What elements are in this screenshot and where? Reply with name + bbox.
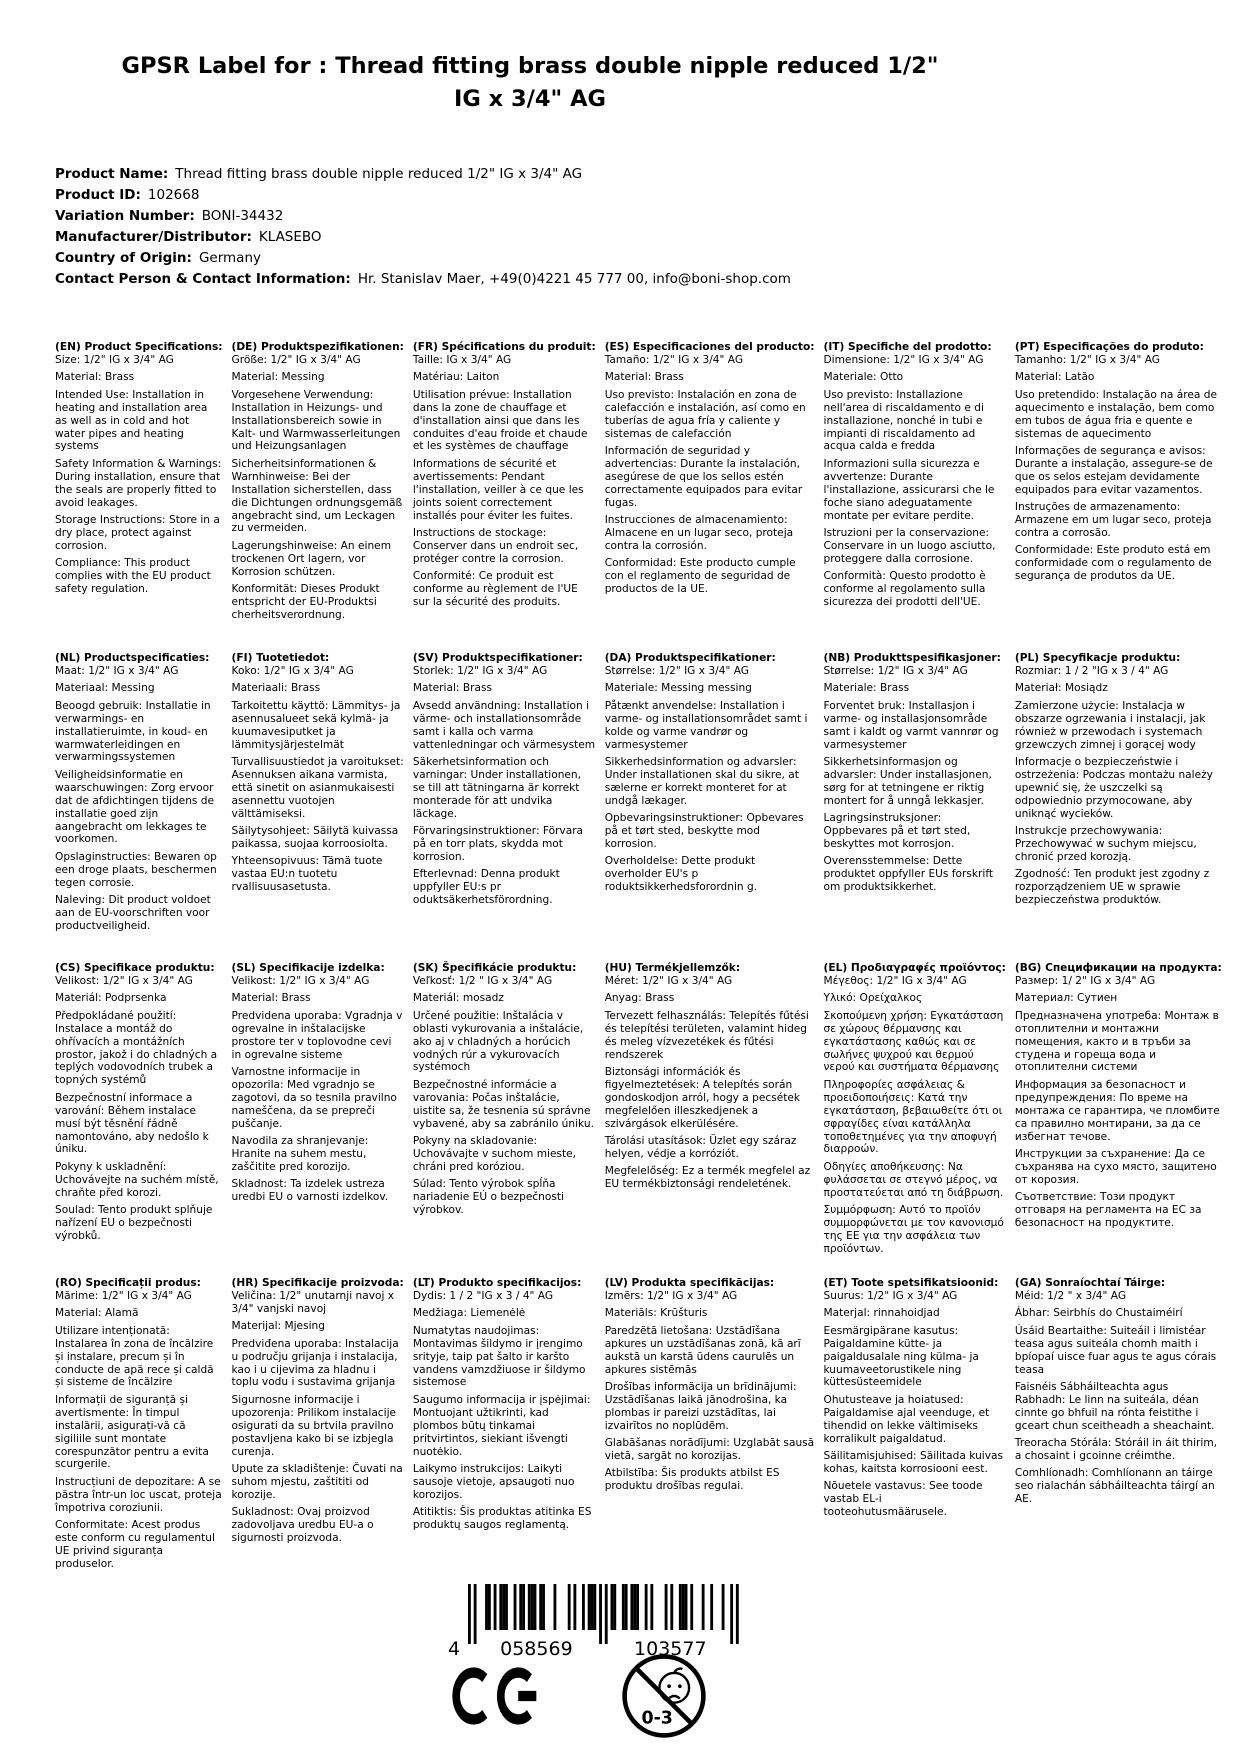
lang-block-text: Conformitate: Acest produs este conform cu regulamentul UE privind siguranța produselor.: [55, 1519, 215, 1570]
svg-text:4: 4: [448, 1638, 461, 1660]
lang-block-text: Предназначена употреба: Монтаж в отоплителни и монтажни помещения, както и в тръби за студена и гореща вода и отоплителни системи: [1014, 1009, 1219, 1074]
lang-block-text: Uso previsto: Installazione nell'area di riscaldamento e di installazione, nonché in tubi e impianti di riscaldamento ad acqua calda e fredda: [823, 388, 984, 453]
age-warning-0-3-icon: [620, 1652, 708, 1744]
lang-block-text: Overensstemmelse: Dette produktet oppfyller EUs forskrift om produktsikkerhet.: [823, 855, 994, 894]
lang-block-text: Navodila za shranjevanje: Hranite na suhem mestu, zaščitite pred korozijo.: [231, 1135, 369, 1173]
lang-block-text: Treoracha Stórála: Stóráil in áit thirim, a chosaint i gcoinne créimthe.: [1014, 1437, 1218, 1463]
product-info-value: BONI-34432: [201, 208, 284, 224]
lang-block-text: Soulad: Tento produkt splňuje nařízení EU o bezpečnosti výrobků.: [55, 1204, 213, 1243]
lang-block-header: (RO) Specificații produs:: [55, 1277, 201, 1289]
lang-block-text: Storage Instructions: Store in a dry place, protect against corrosion.: [55, 514, 220, 552]
lang-block-text: Veľkosť: 1/2 " IG x 3/4" AG: [412, 974, 553, 987]
lang-block-text: Ábhar: Seirbhís do Chustaiméirí: [1014, 1307, 1183, 1320]
lang-block-text: Υλικό: Ορείχαλκος: [823, 992, 923, 1005]
lang-block-text: Συμμόρφωση: Αυτό το προϊόν συμμορφώνεται με τον κανονισμό της ΕΕ για την ασφάλεια των προϊόντων.: [823, 1204, 1004, 1255]
lang-block-text: Glabāšanas norādījumi: Uzglabāt sausā vietā, sargāt no korozijas.: [604, 1437, 815, 1463]
lang-block-header: (BG) Спецификации на продукта:: [1014, 962, 1222, 974]
lang-block-text: Drošības informācija un brīdinājumi: Uzstādīšanas laikā jānodrošina, ka plombas ir pareizi uzstādītas, lai izvairītos no noplūdēm.: [604, 1380, 797, 1432]
lang-block-pl: [1015, 652, 1222, 907]
lang-block-nl: [55, 652, 223, 933]
lang-block-text: Compliance: This product complies with the EU product safety regulation.: [55, 557, 211, 596]
lang-block-el: [824, 962, 1006, 1256]
lang-block-text: Съответствие: Този продукт отговаря на регламента на ЕС за безопасност на продуктите.: [1014, 1191, 1202, 1230]
lang-block-text: Bezpečnostné informácie a varovania: Počas inštalácie, uistite sa, že tesnenia sú správne vybavené, aby sa zabránilo úniku.: [412, 1078, 594, 1130]
lang-block-text: Atbilstība: Šis produkts atbilst ES produktu drošības regulai.: [604, 1467, 780, 1493]
lang-block-header: (HU) Termékjellemzők:: [604, 962, 741, 974]
lang-block-text: Atitiktis: Šis produktas atitinka ES produktų saugos reglamentą.: [412, 1506, 592, 1532]
lang-block-text: Sikkerhetsinformasjon og advarsler: Under installasjonen, sørg for at tetningene er riktig montert for å unngå lekkasjer.: [823, 755, 992, 807]
lang-block-text: Maat: 1/2" IG x 3/4" AG: [55, 664, 179, 677]
lang-block-text: Инструкции за съхранение: Да се съхранява на сухо място, защитено от корозия.: [1014, 1147, 1217, 1186]
lang-block-text: Materiāls: Krūšturis: [604, 1307, 708, 1320]
lang-block-text: Sukladnost: Ovaj proizvod zadovoljava uredbu EU-a o sigurnosti proizvoda.: [231, 1506, 374, 1545]
lang-block-text: Sicherheitsinformationen & Warnhinweise: Bei der Installation sicherstellen, dass die Dichtungen ordnungsgemäß angebracht sind, um Leckagen zu vermeiden.: [231, 457, 403, 535]
lang-block-text: Size: 1/2" IG x 3/4" AG: [55, 353, 174, 366]
lang-block-text: Materiale: Brass: [823, 682, 910, 695]
lang-block-text: Storlek: 1/2" IG x 3/4" AG: [412, 664, 548, 677]
lang-block-text: Utilisation prévue: Installation dans la zone de chauffage et d'installation ainsi que dans les conduites d'eau froide et chaude et les systèmes de chauffage: [412, 388, 588, 453]
lang-block-text: Vorgesehene Verwendung: Installation in Heizungs- und Installationsbereich sowie in Kalt- und Warmwasserleitungen und Heizungsanlagen: [231, 388, 401, 453]
lang-block-text: Dimensione: 1/2" IG x 3/4" AG: [823, 353, 984, 366]
lang-block-text: Tervezett felhasználás: Telepítés fűtési és telepítési területen, valamint hideg és meleg vízvezetékek és fűtési rendszerek: [604, 1009, 809, 1061]
lang-block-text: Материал: Сутиен: [1014, 992, 1118, 1005]
lang-block-text: Yhteensopivuus: Tämä tuote vastaa EU:n tuotetu rvallisuusasetusta.: [231, 855, 383, 894]
lang-block-header: (SK) Špecifikácie produktu:: [412, 962, 577, 974]
lang-block-header: (SL) Specifikacije izdelka:: [231, 962, 385, 974]
product-info-row: [55, 248, 791, 269]
lang-block-text: Πληροφορίες ασφάλειας & προειδοποιήσεις: Κατά την εγκατάσταση, βεβαιωθείτε ότι οι σφραγίδες είναι κατάλληλα τοποθετημένες για την αποφυγή διαρροών.: [823, 1078, 1003, 1156]
lang-block-text: Conformità: Questo prodotto è conforme al regolamento sulla sicurezza dei prodotti dell'UE.: [823, 570, 986, 609]
lang-block-text: Biztonsági információk és figyelmeztetések: A telepítés során gondoskodjon arról, hogy a pecsétek megfelelően illeszkedjenek a szivárgások elkerülésére.: [604, 1065, 801, 1130]
lang-block-text: Conformidad: Este producto cumple con el reglamento de seguridad de productos de la UE.: [604, 557, 796, 596]
lang-block-header: (ES) Especificaciones del producto:: [604, 341, 815, 353]
lang-block-et: [824, 1277, 1006, 1519]
lang-block-text: Izmērs: 1/2" IG x 3/4" AG: [604, 1289, 738, 1302]
lang-block-header: (FI) Tuotetiedot:: [231, 652, 330, 664]
lang-block-text: Veličina: 1/2" unutarnji navoj x 3/4" vanjski navoj: [231, 1289, 395, 1315]
lang-block-lv: [605, 1277, 815, 1493]
lang-block-text: Pokyny na skladovanie: Uchovávajte v suchom mieste, chráni pred koróziou.: [412, 1135, 577, 1173]
lang-block-text: Tamanho: 1/2" IG x 3/4" AG: [1014, 353, 1160, 366]
lang-block-sl: [232, 962, 404, 1204]
lang-block-fi: [232, 652, 404, 894]
lang-block-header: (FR) Spécifications du produit:: [412, 341, 596, 353]
lang-block-text: Material: Latão: [1014, 371, 1095, 384]
product-info-label: Product Name:: [55, 166, 169, 182]
lang-block-cs: [55, 962, 223, 1243]
lang-block-text: Taille: IG x 3/4" AG: [412, 353, 512, 366]
lang-block-header: (NB) Produkttspesifikasjoner:: [823, 652, 1001, 664]
lang-block-text: Dydis: 1 / 2 "IG x 3 / 4" AG: [412, 1289, 554, 1302]
product-info: [55, 164, 791, 290]
lang-block-header: (CS) Specifikace produktu:: [55, 962, 215, 974]
lang-block-text: Laikymo instrukcijos: Laikyti sausoje vietoje, apsaugoti nuo korozijos.: [412, 1462, 575, 1501]
lang-block-text: Velikost: 1/2" IG x 3/4" AG: [55, 974, 193, 987]
product-info-label: Manufacturer/Distributor:: [55, 229, 252, 245]
lang-block-text: Material: Brass: [412, 682, 492, 695]
lang-block-text: Nõuetele vastavus: See toode vastab EL-i tooteohutusmäärusele.: [823, 1480, 983, 1519]
lang-block-text: Materjal: rinnahoidjad: [823, 1307, 940, 1320]
lang-block-text: Anyag: Brass: [604, 992, 675, 1005]
lang-block-text: Méret: 1/2" IG x 3/4" AG: [604, 974, 733, 987]
lang-block-text: Overholdelse: Dette produkt overholder EU's p roduktsikkerhedsforordnin g.: [604, 855, 758, 894]
lang-block-text: Materiaali: Brass: [231, 682, 321, 695]
language-grid: [55, 341, 1222, 1571]
lang-block-text: Sikkerhedsinformation og advarsler: Under installationen skal du sikre, at sælerne er korrekt monteret for at undgå lækager.: [604, 755, 799, 807]
lang-block-sv: [413, 652, 596, 907]
product-info-row: [55, 206, 791, 227]
lang-block-text: Informações de segurança e avisos: Durante a instalação, assegure-se de que os selos estejam devidamente equipados para evitar vazamentos.: [1014, 444, 1213, 496]
lang-block-nb: [824, 652, 1006, 894]
lang-block-text: Instrucțiuni de depozitare: A se păstra într-un loc uscat, proteja împotriva coroziunii.: [55, 1475, 222, 1514]
lang-block-text: Zgodność: Ten produkt jest zgodny z rozporządzeniem UE w sprawie bezpieczeństwa produktów.: [1014, 868, 1210, 907]
lang-block-text: Materiał: Mosiądz: [1014, 682, 1108, 695]
lang-block-text: Comhlíonadh: Comhlíonann an táirge seo rialachán sábháilteachta táirgí an AE.: [1014, 1467, 1215, 1506]
lang-block-text: Veiligheidsinformatie en waarschuwingen: Zorg ervoor dat de afdichtingen tijdens de installatie goed zijn aangebracht om lekkages te voorkomen.: [55, 768, 215, 846]
product-info-row: [55, 269, 791, 290]
lang-block-text: Predvidena uporaba: Vgradnja v ogrevalne in inštalacijske prostore ter v toplovodne cevi in ogrevalne sisteme: [231, 1009, 403, 1061]
lang-block-text: Koko: 1/2" IG x 3/4" AG: [231, 664, 354, 677]
lang-block-text: Uso pretendido: Instalação na área de aquecimento e instalação, bem como em tubos de água fria e quente e sistemas de aquecimento: [1014, 388, 1218, 440]
lang-block-text: Material: Brass: [604, 371, 684, 384]
lang-block-text: Ohutusteave ja hoiatused: Paigaldamise ajal veenduge, et tihendid on lekke vältimiseks korralikult paigaldatud.: [823, 1393, 990, 1445]
lang-block-header: (SV) Produktspecifikationer:: [412, 652, 583, 664]
lang-block-header: (GA) Sonraíochtaí Táirge:: [1014, 1277, 1166, 1289]
lang-block-text: Material: Messing: [231, 371, 325, 384]
product-info-value: KLASEBO: [258, 229, 322, 245]
product-info-label: Variation Number:: [55, 208, 195, 224]
lang-block-sk: [413, 962, 596, 1217]
lang-block-text: Turvallisuustiedot ja varoitukset: Asennuksen aikana varmista, että sinetit on asianmukaisesti asennettu vuotojen välttämiseksi.: [231, 755, 404, 820]
lang-block-text: Velikost: 1/2" IG x 3/4" AG: [231, 974, 370, 987]
lang-block-text: Materiál: Podprsenka: [55, 992, 167, 1005]
lang-block-text: Material: Brass: [231, 992, 311, 1005]
lang-block-text: Lagerungshinweise: An einem trockenen Ort lagern, vor Korrosion schützen.: [231, 539, 392, 578]
lang-block-text: Materiál: mosadz: [412, 992, 504, 1005]
lang-block-text: Conformidade: Este produto está em conformidade com o regulamento de segurança de produtos da UE.: [1014, 544, 1212, 583]
page-title: GPSR Label for : Thread fitting brass double nipple reduced 1/2" IG x 3/4" AG: [121, 53, 939, 112]
lang-block-header: (LT) Produkto specifikacijos:: [412, 1277, 582, 1289]
lang-block-text: Istruzioni per la conservazione: Conservare in un luogo asciutto, proteggere dalla corrosione.: [823, 526, 996, 565]
lang-block-text: Zamierzone użycie: Instalacja w obszarze ogrzewania i instalacji, jak również w przewodach i systemach grzewczych zimnej i gorącej wody: [1014, 699, 1206, 751]
lang-block-text: Информация за безопасност и предупреждения: По време на монтажа се гарантира, че пломбите са правилно монтирани, за да се избегнат течове.: [1014, 1078, 1220, 1143]
product-info-value: 102668: [147, 187, 200, 203]
lang-block-text: Material: Alamă: [55, 1307, 139, 1320]
lang-block-text: Varnostne informacije in opozorila: Med vgradnjo se zagotovi, da so tesnila pravilno nameščena, da se prepreči puščanje.: [231, 1065, 397, 1130]
lang-block-header: (EN) Product Specifications:: [55, 341, 223, 353]
lang-block-text: Größe: 1/2" IG x 3/4" AG: [231, 353, 361, 366]
lang-block-text: Upute za skladištenje: Čuvati na suhom mjestu, zaštititi od korozije.: [231, 1462, 403, 1501]
lang-block-text: Pokyny k uskladnění: Uchovávejte na suchém místě, chraňte před korozi.: [55, 1160, 219, 1199]
lang-block-text: Forventet bruk: Installasjon i varme- og installasjonsområde samt i kaldt og varmt vannrør og varmesystemer: [823, 699, 999, 751]
lang-block-da: [605, 652, 815, 894]
lang-block-text: Instrucciones de almacenamiento: Almacene en un lugar seco, proteja contra la corrosión.: [604, 514, 794, 552]
lang-block-pt: [1015, 341, 1222, 583]
lang-block-text: Opbevaringsinstruktioner: Opbevares på et tørt sted, beskytte mod korrosion.: [604, 812, 804, 850]
lang-block-text: Súlad: Tento výrobok spĺňa nariadenie EÚ o bezpečnosti výrobkov.: [412, 1178, 564, 1217]
lang-block-text: Información de seguridad y advertencias: Durante la instalación, asegúrese de que los sellos estén correctamente equipados para evitar fugas.: [604, 444, 803, 509]
lang-block-ro: [55, 1277, 223, 1571]
product-info-row: [55, 227, 791, 248]
lang-block-text: Materiale: Messing messing: [604, 682, 752, 695]
lang-block-header: (HR) Specifikacije proizvoda:: [231, 1277, 404, 1289]
lang-block-lt: [413, 1277, 596, 1532]
lang-block-ga: [1015, 1277, 1222, 1506]
lang-block-text: Opslaginstructies: Bewaren op een droge plaats, beschermen tegen corrosie.: [55, 850, 217, 889]
product-info-value: Thread fitting brass double nipple reduced 1/2" IG x 3/4" AG: [175, 166, 583, 182]
lang-block-text: Mărime: 1/2" IG x 3/4" AG: [55, 1289, 192, 1302]
svg-text:103577: 103577: [634, 1638, 707, 1660]
lang-block-text: Størrelse: 1/2" IG x 3/4" AG: [823, 664, 968, 677]
lang-block-text: Safety Information & Warnings: During installation, ensure that the seals are properly fitted to avoid leakages.: [55, 457, 222, 509]
lang-block-text: Förvaringsinstruktioner: Förvara på en torr plats, skydda mot korrosion.: [412, 825, 584, 863]
lang-block-header: (ET) Toote spetsifikatsioonid:: [823, 1277, 999, 1289]
lang-block-text: Materiaal: Messing: [55, 682, 155, 695]
lang-block-text: Saugumo informacija ir įspėjimai: Montuojant užtikrinti, kad plombos būtų tinkamai pritvirtintos, siekiant išvengti nuotėkio.: [412, 1393, 591, 1458]
lang-block-hu: [605, 962, 815, 1191]
lang-block-text: Paredzētā lietošana: Uzstādīšana apkures un uzstādīšanas zonā, kā arī aukstā un karstā ūdens caurulēs un apkures sistēmās: [604, 1324, 801, 1376]
lang-block-text: Размер: 1/ 2" IG x 3/4" AG: [1014, 974, 1156, 987]
lang-block-text: Informazioni sulla sicurezza e avvertenze: Durante l'installazione, assicurarsi che le foche siano adeguatamente montate per evitare perdite.: [823, 457, 995, 522]
lang-block-text: Určené použitie: Inštalácia v oblasti vykurovania a inštalácie, ako aj v chladných a horúcich vodných rúr a vykurovacích systémoch: [412, 1009, 584, 1074]
lang-block-text: Informacje o bezpieczeństwie i ostrzeżenia: Podczas montażu należy upewnić się, że uszczelki są odpowiednio przymocowane, aby uniknąć wycieków.: [1014, 755, 1213, 820]
ce-mark-icon: [452, 1666, 544, 1730]
lang-block-text: Instruções de armazenamento: Armazene em um lugar seco, proteja contra a corrosão.: [1014, 501, 1212, 539]
lang-block-text: Beoogd gebruik: Installatie in verwarmings- en installatieruimte, in koud- en warmwaterleidingen en verwarmingssystemen: [55, 699, 211, 764]
lang-block-text: Instructions de stockage: Conserver dans un endroit sec, protéger contre la corrosion.: [412, 526, 579, 565]
lang-block-text: Intended Use: Installation in heating and installation area as well as in cold and hot water pipes and heating systems: [55, 388, 208, 453]
product-info-label: Product ID:: [55, 187, 141, 203]
lang-block-text: Instrukcje przechowywania: Przechowywać w suchym miejscu, chronić przed korozją.: [1014, 825, 1197, 863]
lang-block-text: Méid: 1/2 " x 3/4" AG: [1014, 1289, 1127, 1302]
lang-block-text: Säilytysohjeet: Säilytä kuivassa paikassa, suojaa korroosiolta.: [231, 825, 399, 850]
lang-block-text: Μέγεθος: 1/2" IG x 3/4" AG: [823, 974, 967, 987]
lang-block-text: Tarkoitettu käyttö: Lämmitys- ja asennusalueet sekä kylmä- ja kuumavesiputket ja lämmitysjärjestelmät: [231, 699, 401, 751]
lang-block-text: Material: Brass: [55, 371, 135, 384]
product-info-label: Contact Person & Contact Information:: [55, 271, 351, 287]
lang-block-text: Skladnost: Ta izdelek ustreza uredbi EU o varnosti izdelkov.: [231, 1178, 389, 1204]
lang-block-text: Säilitamisjuhised: Säilitada kuivas kohas, kaitsta korrosiooni eest.: [823, 1450, 1004, 1475]
lang-block-bg: [1015, 962, 1222, 1230]
lang-block-de: [232, 341, 404, 622]
lang-block-text: Tárolási utasítások: Üzlet egy száraz helyen, védje a korróziót.: [604, 1135, 797, 1160]
lang-block-header: (DA) Produktspecifikationer:: [604, 652, 776, 664]
lang-block-text: Avsedd användning: Installation i värme- och installationsområde samt i kalla och varma vattenledningar och värmesystem: [412, 699, 596, 751]
lang-block-header: (EL) Προδιαγραφές προϊόντος:: [823, 962, 1006, 974]
lang-block-text: Úsáid Beartaithe: Suiteáil i limistéar teasa agus suiteála chomh maith i bpíopaí uisce fuar agus te agus córais teasa: [1014, 1324, 1217, 1376]
product-info-value: Germany: [198, 250, 261, 266]
lang-block-text: Medžiaga: Liemenėlė: [412, 1307, 526, 1320]
lang-block-text: Conformité: Ce produit est conforme au règlement de l'UE sur la sécurité des produits.: [412, 570, 578, 609]
lang-block-text: Uso previsto: Instalación en zona de calefacción e instalación, así como en tuberías de agua fría y caliente y sistemas de calefacción: [604, 388, 806, 440]
lang-block-header: (NL) Productspecificaties:: [55, 652, 210, 664]
product-info-label: Country of Origin:: [55, 250, 192, 266]
lang-block-text: Naleving: Dit product voldoet aan de EU-voorschriften voor productveiligheid.: [55, 894, 211, 933]
lang-block-header: (LV) Produkta specifikācijas:: [604, 1277, 775, 1289]
lang-block-text: Předpokládané použití: Instalace a montáž do ohřívacích a montážních prostor, jakož i do chladných a teplých vodovodních trubek a topných systémů: [55, 1009, 218, 1087]
lang-block-text: Matériau: Laiton: [412, 371, 500, 384]
lang-block-text: Påtænkt anvendelse: Installation i varme- og installationsområdet samt i kolde og varme vandrør og varmesystemer: [604, 699, 808, 751]
svg-text:058569: 058569: [500, 1638, 573, 1660]
lang-block-text: Efterlevnad: Denna produkt uppfyller EU:s pr oduktsäkerhetsförordning.: [412, 868, 560, 907]
lang-block-header: (PL) Specyfikacje produktu:: [1014, 652, 1181, 664]
lang-block-es: [605, 341, 815, 596]
lang-block-text: Numatytas naudojimas: Montavimas šildymo ir įrengimo srityje, taip pat šalto ir karšto vandens vamzdžiuose ir šildymo sistemose: [412, 1324, 586, 1389]
lang-block-text: Säkerhetsinformation och varningar: Under installationen, se till att tätningarna är korrekt monterade för att undvika läckage.: [412, 755, 582, 820]
lang-block-text: Bezpečnostní informace a varování: Během instalace musí být těsnění řádně namontováno, aby nedošlo k úniku.: [55, 1091, 209, 1156]
lang-block-text: Materijal: Mjesing: [231, 1320, 325, 1333]
lang-block-text: Predviđena uporaba: Instalacija u području grijanja i instalacija, kao i u cijevima za hladnu i toplu vodu i sustavima grijanja: [231, 1337, 399, 1389]
lang-block-text: Σκοπούμενη χρήση: Εγκατάσταση σε χώρους θέρμανσης και εγκατάστασης καθώς και σε σωλήνες ψυχρού και θερμού νερού και συστήματα θέρμανσης: [823, 1009, 1004, 1074]
lang-block-text: Materiale: Otto: [823, 371, 904, 384]
lang-block-header: (DE) Produktspezifikationen:: [231, 341, 404, 353]
lang-block-header: (IT) Specifiche del prodotto:: [823, 341, 992, 353]
lang-block-text: Lagringsinstruksjoner: Oppbevares på et tørt sted, beskyttes mot korrosjon.: [823, 812, 971, 850]
lang-block-text: Οδηγίες αποθήκευσης: Να φυλάσσεται σε στεγνό μέρος, να προστατεύεται από τη διάβρωση.: [823, 1160, 1004, 1199]
lang-block-text: Informations de sécurité et avertissements: Pendant l'installation, veiller à ce que les joints soient correctement installés pour éviter les fuites.: [412, 457, 584, 522]
lang-block-text: Megfelelőség: Ez a termék megfelel az EU termékbiztonsági rendeletének.: [604, 1165, 811, 1191]
age-warning-label: 0-3: [641, 1708, 673, 1729]
lang-block-text: Rozmiar: 1 / 2 "IG x 3 / 4" AG: [1014, 664, 1169, 677]
lang-block-text: Faisnéis Sábháilteachta agus Rabhadh: Le linn na suiteála, déan cinnte go bhfuil na rónta feistithe i gceart chun sceitheadh a sheachaint.: [1014, 1380, 1215, 1432]
lang-block-hr: [232, 1277, 404, 1545]
lang-block-text: Konformität: Dieses Produkt entspricht der EU-Produktsi cherheitsverordnung.: [231, 583, 380, 622]
lang-block-text: Suurus: 1/2" IG x 3/4" AG: [823, 1289, 958, 1302]
lang-block-it: [824, 341, 1006, 609]
lang-block-text: Utilizare intenționată: Instalarea în zona de încălzire și instalare, precum și în conducte de apă rece și caldă și sisteme de încălzire: [55, 1324, 214, 1389]
lang-block-en: [55, 341, 223, 596]
lang-block-text: Størrelse: 1/2" IG x 3/4" AG: [604, 664, 749, 677]
lang-block-text: Informații de siguranță și avertismente: În timpul instalării, asigurați-vă că sigiliile sunt montate corespunzător pentru a evita scurgerile.: [55, 1393, 209, 1471]
lang-block-header: (PT) Especificações do produto:: [1014, 341, 1204, 353]
lang-block-fr: [413, 341, 596, 609]
lang-block-text: Eesmärgipärane kasutus: Paigaldamine kütte- ja paigaldusalale ning külma- ja kuumaveetorustikele ning küttesüsteemidele: [823, 1324, 979, 1389]
product-info-value: Hr. Stanislav Maer, +49(0)4221 45 777 00, info@boni-shop.com: [357, 271, 791, 287]
lang-block-text: Sigurnosne informacije i upozorenja: Prilikom instalacije osigurati da su brtvila pravilno postavljena kako bi se izbjegla curenja.: [231, 1393, 397, 1458]
lang-block-text: Tamaño: 1/2" IG x 3/4" AG: [604, 353, 744, 366]
product-info-row: [55, 185, 791, 206]
product-info-row: [55, 164, 791, 185]
